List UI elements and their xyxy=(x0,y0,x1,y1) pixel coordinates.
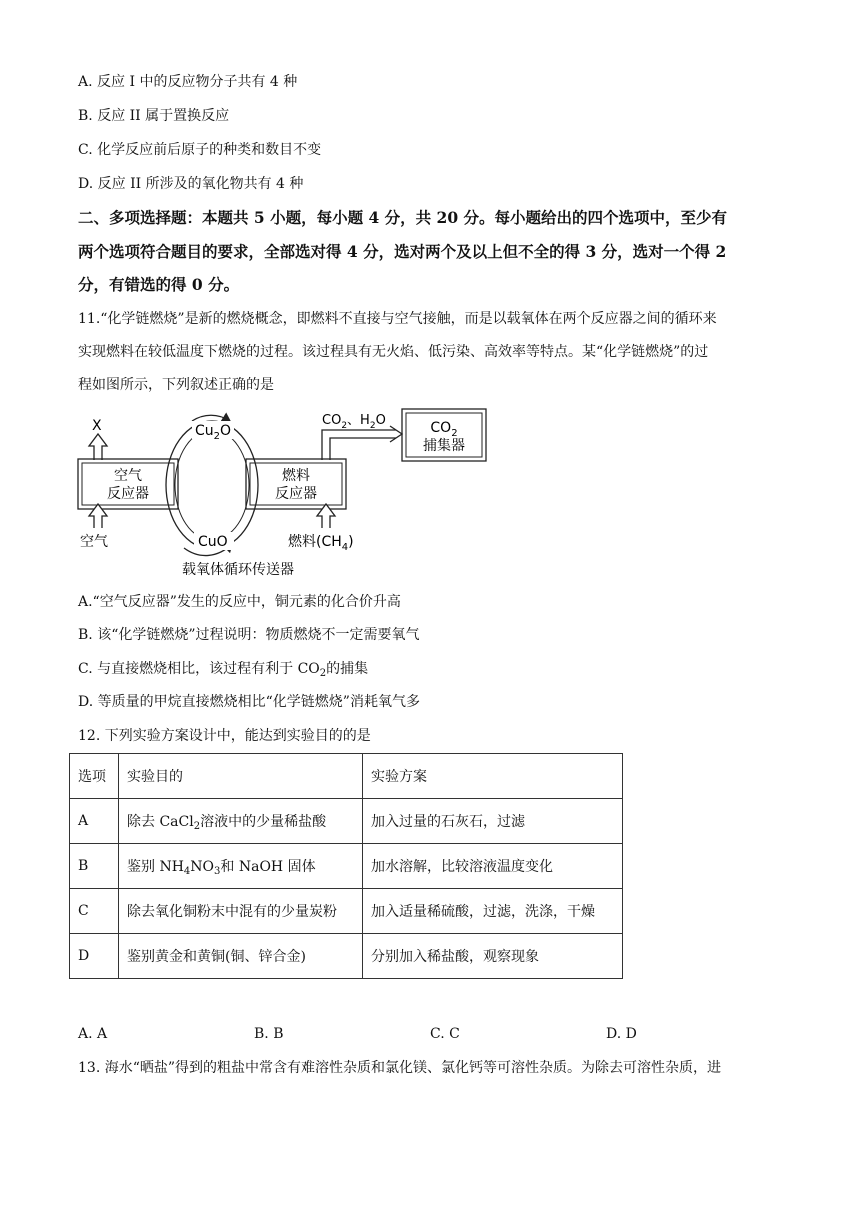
q10-option-b: B. 反应 II 属于置换反应 xyxy=(78,108,230,124)
q10-option-a: A. 反应 I 中的反应物分子共有 4 种 xyxy=(78,74,298,90)
header-purpose: 实验目的 xyxy=(119,754,363,799)
row-purpose: 鉴别 $NH_4NO_3$和 NaOH 固体 xyxy=(119,844,363,889)
diagram-caption: 载氧体循环传送器 xyxy=(182,562,294,578)
co2-collector-label-2: 捕集器 xyxy=(423,438,465,454)
q11-stem-line3: 程如图所示，下列叙述正确的是 xyxy=(78,377,274,393)
q12-answer-b: B. B xyxy=(254,1026,284,1042)
table-row xyxy=(70,934,623,979)
q10-option-d: D. 反应 II 所涉及的氧化物共有 4 种 xyxy=(78,176,304,192)
air-reactor-label-1: 空气 xyxy=(114,468,142,484)
q13-stem-line1: 13. 海水“晒盐”得到的粗盐中常含有难溶性杂质和氯化镁、氯化钙等可溶性杂质。为除去可溶性杂质，进 xyxy=(78,1060,722,1076)
x-outlet-arrow xyxy=(89,434,107,460)
table-header-row xyxy=(70,754,623,799)
section2-heading-line2: 两个选项符合题目的要求，全部选对得 4 分，选对两个及以上但不全的得 3 分，选对一个得 2 xyxy=(78,242,727,261)
row-purpose: 鉴别黄金和黄铜(铜、锌合金) xyxy=(119,934,363,979)
fuel-reactor-label-1: 燃料 xyxy=(282,468,310,484)
q11-stem-line2: 实现燃料在较低温度下燃烧的过程。该过程具有无火焰、低污染、高效率等特点。某“化学链燃烧”的过 xyxy=(78,344,709,360)
fuel-outlet-pipe xyxy=(322,426,402,460)
section2-heading-line1: 二、多项选择题：本题共 5 小题，每小题 4 分，共 20 分。每小题给出的四个选项中，至少有 xyxy=(78,208,728,227)
table-row xyxy=(70,889,623,934)
row-plan: 分别加入稀盐酸，观察现象 xyxy=(363,934,623,979)
air-inlet-label: 空气 xyxy=(80,534,108,550)
row-plan: 加入过量的石灰石，过滤 xyxy=(363,799,623,844)
co2-collector-label-1: $CO_2$ xyxy=(430,420,458,439)
header-option: 选项 xyxy=(70,754,119,799)
q12-stem: 12. 下列实验方案设计中，能达到实验目的的是 xyxy=(78,728,371,744)
header-plan: 实验方案 xyxy=(363,754,623,799)
x-label: X xyxy=(92,418,102,434)
section2-heading-line3: 分，有错选的得 0 分。 xyxy=(78,275,240,294)
fuel-inlet-arrow xyxy=(317,504,335,528)
q12-answer-c: C. C xyxy=(430,1026,460,1042)
chemical-looping-diagram xyxy=(70,400,500,585)
row-option: D xyxy=(70,934,119,979)
q11-stem-line1: 11.“化学链燃烧”是新的燃烧概念，即燃料不直接与空气接触，而是以载氧体在两个反应器之间的循环来 xyxy=(78,311,717,327)
air-inlet-arrow xyxy=(89,504,107,528)
fuel-inlet-label: 燃料$(CH_4)$ xyxy=(288,534,354,553)
row-purpose: 除去氧化铜粉末中混有的少量炭粉 xyxy=(119,889,363,934)
row-option: A xyxy=(70,799,119,844)
fuel-reactor-label-2: 反应器 xyxy=(275,486,317,502)
q11-option-c: C. 与直接燃烧相比，该过程有利于 $CO_2$的捕集 xyxy=(78,661,369,679)
row-plan: 加水溶解，比较溶液温度变化 xyxy=(363,844,623,889)
outlet-gas-label: $CO_2$、$H_2O$ xyxy=(322,413,386,431)
row-plan: 加入适量稀硫酸，过滤，洗涤，干燥 xyxy=(363,889,623,934)
row-option: B xyxy=(70,844,119,889)
q11-option-d: D. 等质量的甲烷直接燃烧相比“化学链燃烧”消耗氧气多 xyxy=(78,694,420,710)
table-row xyxy=(70,799,623,844)
cu2o-label: $Cu_2O$ xyxy=(195,423,232,442)
q11-option-b: B. 该“化学链燃烧”过程说明：物质燃烧不一定需要氧气 xyxy=(78,627,420,643)
row-purpose: 除去 CaCl$_2$溶液中的少量稀盐酸 xyxy=(119,799,363,844)
q12-answer-a: A. A xyxy=(78,1026,108,1042)
q12-answer-d: D. D xyxy=(606,1026,637,1042)
table-row xyxy=(70,844,623,889)
q12-table xyxy=(69,753,623,979)
cuo-label: CuO xyxy=(198,534,228,550)
q11-option-a: A.“空气反应器”发生的反应中，铜元素的化合价升高 xyxy=(78,594,401,610)
row-option: C xyxy=(70,889,119,934)
q10-option-c: C. 化学反应前后原子的种类和数目不变 xyxy=(78,142,322,158)
air-reactor-label-2: 反应器 xyxy=(107,486,149,502)
